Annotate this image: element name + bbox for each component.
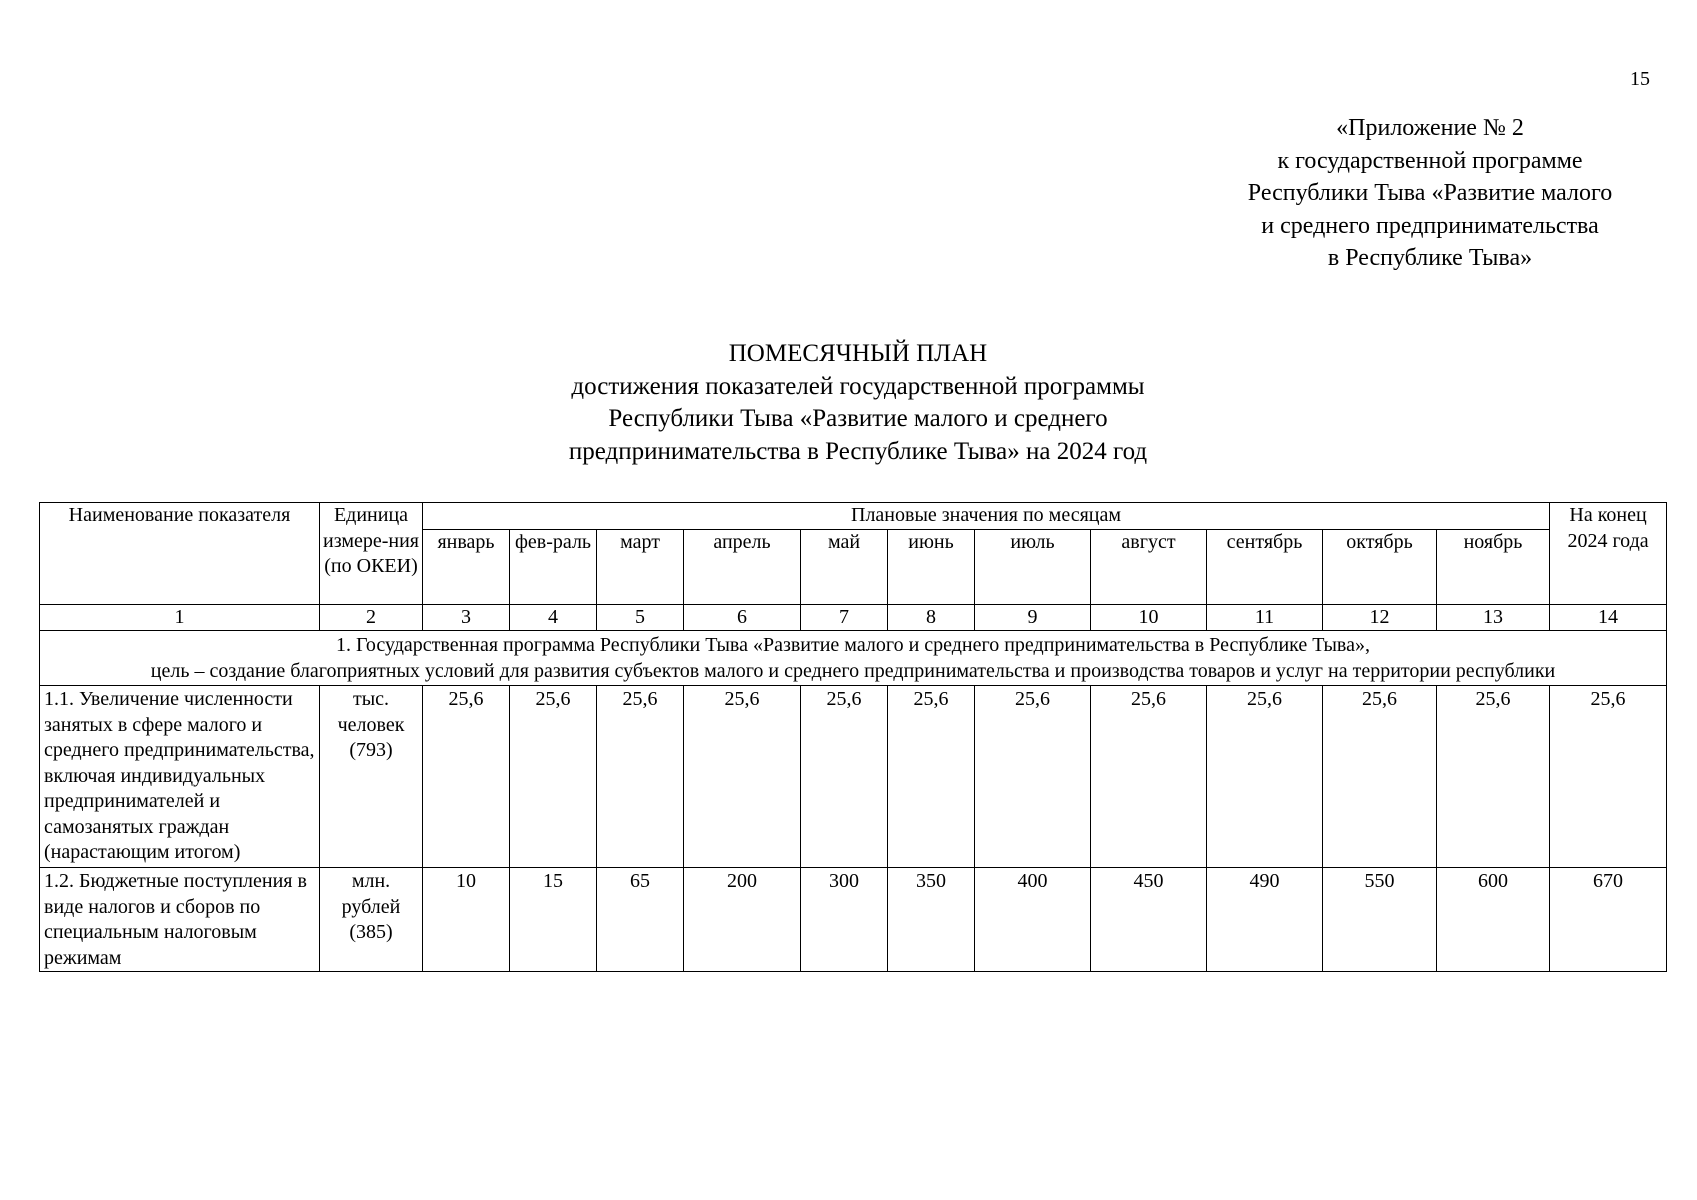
column-number: 10 bbox=[1091, 604, 1207, 631]
title-heading: ПОМЕСЯЧНЫЙ ПЛАН bbox=[728, 340, 988, 367]
column-number: 9 bbox=[975, 604, 1091, 631]
year-end-value: 670 bbox=[1550, 868, 1667, 972]
column-number: 13 bbox=[1437, 604, 1550, 631]
unit-cell: тыс. человек (793) bbox=[320, 686, 423, 868]
month-value: 15 bbox=[510, 868, 597, 972]
header-month: октябрь bbox=[1323, 529, 1437, 604]
column-number: 1 bbox=[40, 604, 320, 631]
column-number-row bbox=[40, 604, 1667, 631]
month-value: 200 bbox=[684, 868, 801, 972]
header-month: сентябрь bbox=[1207, 529, 1323, 604]
month-value: 25,6 bbox=[684, 686, 801, 868]
title-line: Республики Тыва «Развитие малого и среднего bbox=[608, 405, 1108, 432]
goal-line: цель – создание благоприятных условий для развития субъектов малого и среднего предпринимательства и производства товаров и услуг на территории республики bbox=[150, 660, 1556, 682]
column-number: 14 bbox=[1550, 604, 1667, 631]
column-number: 8 bbox=[888, 604, 975, 631]
month-value: 400 bbox=[975, 868, 1091, 972]
title-line: предпринимательства в Республике Тыва» на 2024 год bbox=[568, 437, 1148, 465]
month-value: 10 bbox=[423, 868, 510, 972]
month-value: 25,6 bbox=[597, 686, 684, 868]
header-month: фев-раль bbox=[510, 529, 597, 604]
month-value: 600 bbox=[1437, 868, 1550, 972]
month-value: 350 bbox=[888, 868, 975, 972]
appendix-line: в Республике Тыва» bbox=[1327, 245, 1533, 271]
appendix-line: «Приложение № 2 bbox=[1336, 115, 1524, 141]
table-row bbox=[40, 686, 1667, 868]
column-number: 5 bbox=[597, 604, 684, 631]
column-number: 3 bbox=[423, 604, 510, 631]
header-unit: Единица измере-ния (по ОКЕИ) bbox=[320, 503, 423, 605]
month-value: 25,6 bbox=[1437, 686, 1550, 868]
header-indicator: Наименование показателя bbox=[40, 503, 320, 605]
appendix-line: к государственной программе bbox=[1277, 147, 1583, 174]
column-number: 4 bbox=[510, 604, 597, 631]
header-year-end: На конец 2024 года bbox=[1550, 503, 1667, 605]
month-value: 25,6 bbox=[1091, 686, 1207, 868]
appendix-line: и среднего предпринимательства bbox=[1261, 212, 1599, 239]
unit-cell: млн. рублей (385) bbox=[320, 868, 423, 972]
column-number: 6 bbox=[684, 604, 801, 631]
header-month: июль bbox=[975, 529, 1091, 604]
month-value: 25,6 bbox=[423, 686, 510, 868]
goal-cell bbox=[40, 631, 1667, 686]
appendix-line: Республики Тыва «Развитие малого bbox=[1247, 180, 1613, 206]
appendix-block bbox=[1190, 112, 1670, 275]
month-value: 65 bbox=[597, 868, 684, 972]
header-month: июнь bbox=[888, 529, 975, 604]
goal-line: 1. Государственная программа Республики Тыва «Развитие малого и среднего предпринимательства в Республике Тыва», bbox=[336, 634, 1370, 656]
month-value: 25,6 bbox=[1207, 686, 1323, 868]
header-row bbox=[40, 503, 1667, 530]
monthly-plan-table bbox=[39, 502, 1667, 972]
column-number: 12 bbox=[1323, 604, 1437, 631]
month-value: 25,6 bbox=[510, 686, 597, 868]
month-value: 25,6 bbox=[888, 686, 975, 868]
table-row bbox=[40, 868, 1667, 972]
month-value: 300 bbox=[801, 868, 888, 972]
header-month: ноябрь bbox=[1437, 529, 1550, 604]
month-value: 25,6 bbox=[1323, 686, 1437, 868]
year-end-value: 25,6 bbox=[1550, 686, 1667, 868]
document-title bbox=[478, 338, 1238, 468]
header-month: апрель bbox=[684, 529, 801, 604]
indicator-name: 1.2. Бюджетные поступления в виде налогов и сборов по специальным налоговым режимам bbox=[40, 868, 320, 972]
month-value: 550 bbox=[1323, 868, 1437, 972]
column-number: 11 bbox=[1207, 604, 1323, 631]
header-month: март bbox=[597, 529, 684, 604]
column-number: 7 bbox=[801, 604, 888, 631]
goal-row bbox=[40, 631, 1667, 686]
header-monthly-group: Плановые значения по месяцам bbox=[423, 503, 1550, 530]
month-value: 25,6 bbox=[975, 686, 1091, 868]
indicator-name: 1.1. Увеличение численности занятых в сфере малого и среднего предпринимательства, включая индивидуальных предпринимателей и самозанятых граждан (нарастающим итогом) bbox=[40, 686, 320, 868]
header-month: май bbox=[801, 529, 888, 604]
title-line: достижения показателей государственной программы bbox=[571, 372, 1145, 400]
page-number: 15 bbox=[1630, 68, 1650, 90]
header-month: август bbox=[1091, 529, 1207, 604]
header-month: январь bbox=[423, 529, 510, 604]
month-value: 450 bbox=[1091, 868, 1207, 972]
month-value: 490 bbox=[1207, 868, 1323, 972]
month-value: 25,6 bbox=[801, 686, 888, 868]
column-number: 2 bbox=[320, 604, 423, 631]
